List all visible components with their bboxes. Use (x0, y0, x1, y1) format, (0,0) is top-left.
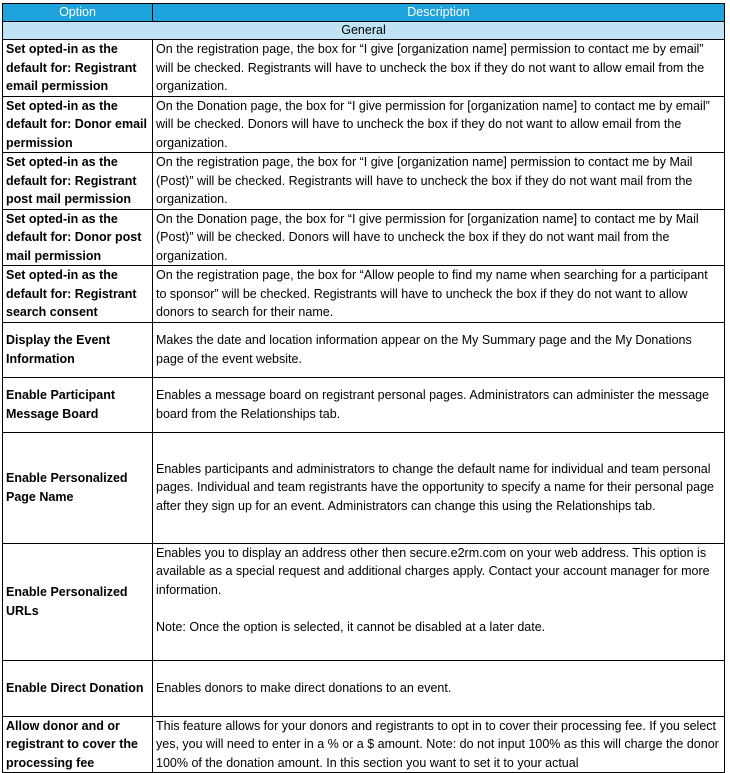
header-option: Option (3, 4, 153, 22)
table-row (3, 40, 725, 97)
table-row (3, 377, 725, 432)
description-cell: Enables a message board on registrant personal pages. Administrators can administer the message board from the Relationships tab. (153, 377, 725, 432)
table-row (3, 266, 725, 323)
table-row (3, 209, 725, 266)
table-row (3, 432, 725, 543)
option-cell: Display the Event Information (3, 322, 153, 377)
option-cell: Set opted-in as the default for: Registrant email permission (3, 40, 153, 97)
description-cell: Enables donors to make direct donations to an event. (153, 660, 725, 716)
table-row (3, 96, 725, 153)
description-cell: On the Donation page, the box for “I give permission for [organization name] to contact me by Mail (Post)” will be checked. Donors will have to uncheck the box if they do not want mail from the organization. (153, 209, 725, 266)
option-cell: Set opted-in as the default for: Donor post mail permission (3, 209, 153, 266)
table-row (3, 543, 725, 660)
options-table (2, 3, 725, 773)
table-row (3, 716, 725, 773)
description-cell: Makes the date and location information appear on the My Summary page and the My Donations page of the event website. (153, 322, 725, 377)
description-cell: Enables you to display an address other then secure.e2rm.com on your web address. This option is available as a special request and additional charges apply. Contact your account manager for more information. Note: Once the option is selected, it cannot be disabled at a later date. (153, 543, 725, 660)
description-cell: On the registration page, the box for “I give [organization name] permission to contact me by Mail (Post)” will be checked. Registrants will have to uncheck the box if they do not want mail from the organization. (153, 153, 725, 210)
option-cell: Allow donor and or registrant to cover the processing fee (3, 716, 153, 773)
table-row (3, 153, 725, 210)
header-description: Description (153, 4, 725, 22)
description-cell: On the registration page, the box for “I give [organization name] permission to contact me by email” will be checked. Registrants will have to uncheck the box if they do not want to allow email from the organization. (153, 40, 725, 97)
option-cell: Set opted-in as the default for: Registrant post mail permission (3, 153, 153, 210)
option-cell: Set opted-in as the default for: Donor email permission (3, 96, 153, 153)
description-cell: Enables participants and administrators to change the default name for individual and team personal pages. Individual and team registrants have the opportunity to specify a name for their personal page after they sign up for an event. Administrators can change this using the Relationships tab. (153, 432, 725, 543)
table-row (3, 322, 725, 377)
section-row (3, 22, 725, 40)
table-row (3, 660, 725, 716)
header-row (3, 4, 725, 22)
description-cell: This feature allows for your donors and registrants to opt in to cover their processing fee. If you select yes, you will need to enter in a % or a $ amount. Note: do not input 100% as this will charge the donor 100% of the donation amount. In this section you want to set it to your actual (153, 716, 725, 773)
option-cell: Enable Direct Donation (3, 660, 153, 716)
description-cell: On the Donation page, the box for “I give permission for [organization name] to contact me by email” will be checked. Donors will have to uncheck the box if they do not want to allow email from the organization. (153, 96, 725, 153)
description-cell: On the registration page, the box for “Allow people to find my name when searching for a participant to sponsor” will be checked. Registrants will have to uncheck the box if they do not want to allow donors to search for their name. (153, 266, 725, 323)
option-cell: Set opted-in as the default for: Registrant search consent (3, 266, 153, 323)
option-cell: Enable Personalized URLs (3, 543, 153, 660)
option-cell: Enable Participant Message Board (3, 377, 153, 432)
option-cell: Enable Personalized Page Name (3, 432, 153, 543)
section-general: General (3, 22, 725, 40)
